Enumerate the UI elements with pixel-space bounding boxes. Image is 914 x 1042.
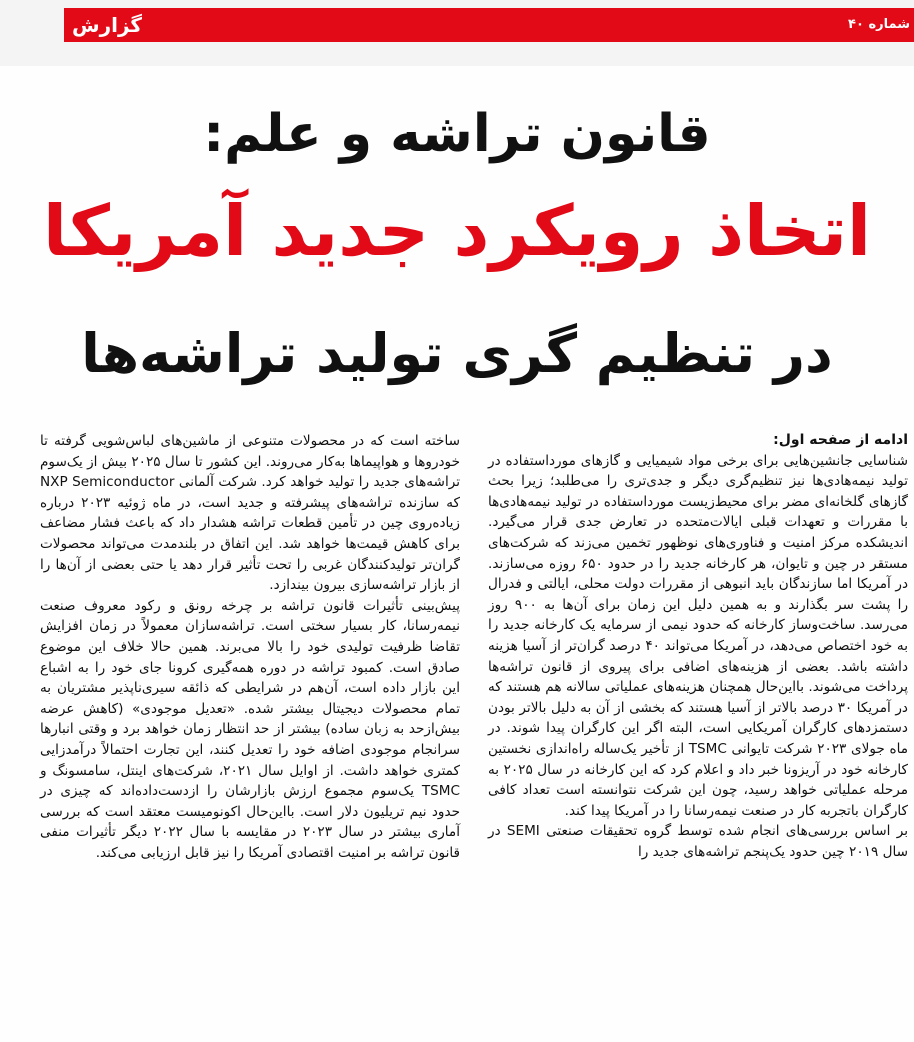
- top-header-band: [0, 0, 914, 66]
- article-paragraph: بر اساس بررسی‌های انجام شده توسط گروه تحقیقات صنعتی SEMI در سال ۲۰۱۹ چین حدود یک‌پنجم تراشه‌های جدید را: [488, 823, 908, 860]
- article-paragraph: پیش‌بینی تأثیرات قانون تراشه بر چرخه رونق و رکود معروف صنعت نیمه‌رسانا، کار بسیار سختی است. تراشه‌سازان معمولاً در زمان افزایش تقاضا ظرفیت تولیدی خود را بالا می‌برند. همین حالا خلاف این موضوع صادق است. کمبود تراشه در دوره همه‌گیری کرونا جای خود را به اشباع این بازار داده است، آن‌هم در شرایطی که ذائقه سیری‌ناپذیر مشتریان به تمام محصولات دیجیتال بیشتر شده. «تعدیل موجودی» (کاهش عرضه بیش‌ازحد به زبان ساده) بیشتر از حد انتظار زمان خواهد برد و وقتی انبارها سرانجام موجودی اضافه خود را تعدیل کنند، این تجارت احتمالاً درآمدزایی کمتری خواهد داشت. از اوایل سال ۲۰۲۱، شرکت‌های اینتل، سامسونگ و TSMC یک‌سوم مجموع ارزش بازارشان را ازدست‌داده‌اند که چیزی در حدود نیم تریلیون دلار است. بااین‌حال اکونومیست معتقد است که بررسی آماری بیشتر در سال ۲۰۲۳ در مقایسه با سال ۲۰۲۲ دیگر تأثیرات منفی قانون تراشه بر امنیت اقتصادی آمریکا را نیز قابل ارزیابی می‌کند.: [40, 597, 461, 861]
- article-column-right: [488, 430, 908, 862]
- issue-number: شماره ۴۰: [848, 17, 910, 32]
- continued-label: ادامه از صفحه اول:: [773, 432, 908, 448]
- section-header-bar: [64, 8, 914, 42]
- section-label: گزارش: [72, 13, 143, 37]
- headline-line-1: قانون تراشه و علم:: [203, 104, 711, 164]
- article-paragraph: شناسایی جانشین‌هایی برای برخی مواد شیمیایی و گازهای مورداستفاده در تولید نیمه‌هادی‌ها نیز تنظیم‌گری دیگر و جدی‌تری را می‌طلبد؛ زیرا بحث گازهای گلخانه‌ای مضر برای محیط‌زیست مورداستفاده در تولید نیمه‌هادی‌ها با مقررات و تعهدات قبلی ایالات‌متحده در تعارض جدی قرار می‌گیرد. اندیشکده مرکز امنیت و فناوری‌های نوظهور تخمین می‌زند که شرکت‌های مستقر در چین و تایوان، هر کارخانه جدید را در حدود ۶۵۰ روزه می‌سازند. در آمریکا اما سازندگان باید انبوهی از مقررات دولت محلی، ایالتی و فدرال را پشت سر بگذارند و به همین دلیل این زمان برای آن‌ها به ۹۰۰ روز می‌رسد. ساخت‌وساز کارخانه که حدود نیمی از سرمایه یک کارخانه جدید را به خود اختصاص می‌دهد، در آمریکا می‌تواند ۴۰ درصد گران‌تر از آسیا هزینه داشته باشد. بعضی از هزینه‌های اضافی برای پیروی از قانون تراشه‌ها پرداخت می‌شوند. بااین‌حال همچنان هزینه‌های عملیاتی سالانه هم هستند که در آمریکا ۳۰ درصد بالاتر از آسیا هستند که بخشی از آن به دلیل بالاتر بودن دستمزدهای کارگران آمریکایی است، البته اگر این کارگران پیدا شوند. در ماه جولای ۲۰۲۳ شرکت تایوانی TSMC از تأخیر یک‌ساله راه‌اندازی نخستین کارخانه خود در آریزونا خبر داد و اعلام کرد که این کارخانه در سال ۲۰۲۵ به مرحله عملیاتی خواهد رسید، چون این شرکت نتوانسته است تعداد کافی کارگران باتجربه کار در صنعت نیمه‌رسانا را در آمریکا پیدا کند.: [488, 452, 909, 819]
- headline-line-3: در تنظیم گری تولید تراشه‌ها: [81, 322, 833, 385]
- headline-line-2: اتخاذ رویکرد جدید آمریکا: [42, 190, 872, 272]
- article-column-left: [40, 431, 460, 863]
- article-paragraph: ساخته است که در محصولات متنوعی از ماشین‌های لباس‌شویی گرفته تا خودروها و هواپیماها به‌کار می‌روند. این کشور تا سال ۲۰۲۵ بیش از یک‌سوم تراشه‌های جدید را تولید خواهد کرد. شرکت آلمانی NXP Semiconductor که سازنده تراشه‌های پیشرفته و جدید است، در ماه ژوئیه ۲۰۲۳ درباره زیاده‌روی چین در تأمین قطعات تراشه هشدار داد که باعث فشار مضاعف برای کاهش قیمت‌ها خواهد شد. این اتفاق در بلندمدت می‌تواند محصولات گران‌تر تولیدکنندگان غربی را تحت تأثیر قرار دهد یا حتی بعضی از آن‌ها را از بازار تراشه‌سازی بیرون بیندازد.: [40, 433, 461, 594]
